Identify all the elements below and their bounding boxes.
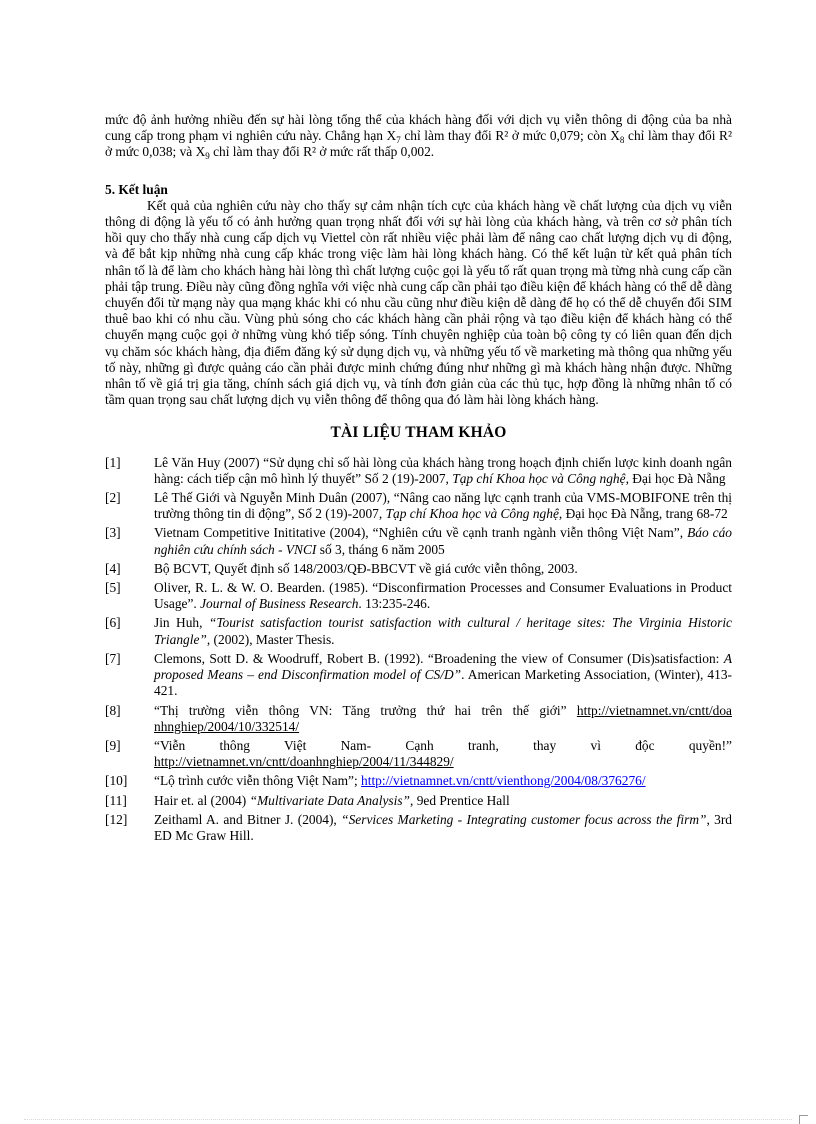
reference-text-part: Jin Huh, [154, 615, 209, 631]
reference-number: [2] [105, 490, 121, 506]
reference-number: [7] [105, 650, 121, 666]
reference-text-part: , 3rd ED Mc Graw Hill. [154, 811, 733, 843]
reference-number: [5] [105, 580, 121, 596]
reference-number: [4] [105, 560, 121, 576]
reference-text-part: , 9ed Prentice Hall [410, 792, 510, 808]
subscript: 8 [619, 135, 625, 146]
reference-text-part: Bộ BCVT, Quyết định số 148/2003/QĐ-BBCVT về giá cước viễn thông, 2003. [154, 560, 578, 576]
intro-text-part: mức độ ảnh hưởng nhiều đến sự hài lòng tổng thể của khách hàng đối với dịch vụ viễn thông di động của ba nhà cung cấp trong phạm vi nghiên cứu này. Chẳng hạn X [105, 112, 732, 144]
reference-link[interactable]: http://vietnamnet.vn/cntt/doanhnghiep/2004/11/344829/ [154, 754, 454, 770]
reference-number: [3] [105, 525, 121, 541]
reference-item [105, 615, 732, 647]
reference-text-part: , Đại học Đà Nẵng, trang 68-72 [558, 506, 728, 522]
reference-link[interactable]: http://vietnamnet.vn/cntt/doa nhnghiep/2004/10/332514/ [154, 702, 732, 734]
subscript: 7 [396, 135, 401, 146]
reference-item [105, 525, 732, 557]
document-page [105, 112, 732, 847]
reference-text-part: số 3, tháng 6 năm 2005 [316, 541, 445, 557]
reference-item [105, 812, 732, 844]
reference-text [154, 812, 732, 844]
reference-text [154, 525, 732, 557]
reference-item [105, 773, 732, 789]
reference-text-part: Zeithaml A. and Bitner J. (2004), [154, 811, 342, 827]
reference-text [154, 738, 732, 770]
reference-text-part: “Lộ trình cước viễn thông Việt Nam”; [154, 773, 362, 789]
reference-number: [6] [105, 615, 121, 631]
reference-text-part: Lê Thế Giới và Nguyễn Minh Duân (2007), “Nâng cao năng lực cạnh tranh của VMS-MOBIFONE trên thị trường thông tin di động”, Số 2 (19)-2007, [154, 490, 732, 522]
reference-italic-title: A proposed Means – end Disconfirmation model of CS/D” [154, 650, 732, 683]
reference-text [154, 793, 732, 809]
subscript: 9 [205, 151, 210, 162]
reference-italic-title: “Tourist satisfaction tourist satisfaction with cultural / heritage sites: The Virginia Historic Triangle” [154, 615, 733, 647]
reference-text [154, 615, 732, 647]
reference-text [154, 490, 732, 522]
reference-text-part: . 13:235-246. [358, 596, 431, 612]
reference-text-part: Oliver, R. L. & W. O. Bearden. (1985). “Disconfirmation Processes and Consumer Evaluations in Product Usage”. [154, 580, 732, 612]
references-title: TÀI LIỆU THAM KHẢO [330, 424, 507, 442]
reference-text-part: , (2002), Master Thesis. [206, 631, 335, 647]
reference-text-part: . American Marketing Association, (Winter), 413-421. [154, 667, 732, 699]
reference-text-part: Clemons, Sott D. & Woodruff, Robert B. (1992). “Broadening the view of Consumer (Dis)satisfaction: [154, 650, 724, 666]
reference-number: [1] [105, 454, 121, 470]
reference-item [105, 793, 732, 809]
page-bottom-divider [24, 1119, 792, 1120]
reference-text-part: Vietnam Competitive Inititative (2004), “Nghiên cứu về cạnh tranh ngành viễn thông Việt Nam”, [154, 525, 688, 541]
reference-link[interactable]: http://vietnamnet.vn/cntt/vienthong/2004/08/376276/ [361, 773, 646, 789]
reference-text-part: Hair et. al (2004) [154, 792, 250, 808]
reference-italic-title: Báo cáo nghiên cứu chính sách - VNCI [154, 525, 732, 557]
reference-italic-title: Tạp chí Khoa học và Công nghệ [452, 470, 626, 486]
reference-text-part: Lê Văn Huy (2007) “Sử dụng chỉ số hài lòng của khách hàng trong hoạch định chiến lược kinh doanh ngân hàng: cách tiếp cận mô hình lý thuyết” Số 2 (19)-2007, [154, 454, 732, 486]
reference-text [154, 561, 732, 577]
reference-text [154, 703, 732, 735]
reference-item [105, 490, 732, 522]
reference-item [105, 580, 732, 612]
reference-item [105, 455, 732, 487]
intro-paragraph [105, 112, 732, 161]
intro-text-part: chỉ làm thay đổi R² ở mức 0,079; còn X [400, 128, 620, 144]
reference-item [105, 703, 732, 735]
reference-text [154, 455, 732, 487]
reference-number: [11] [105, 792, 127, 808]
reference-text [154, 773, 732, 789]
reference-number: [10] [105, 773, 128, 789]
conclusion-paragraph: Kết quả của nghiên cứu này cho thấy sự cảm nhận tích cực của khách hàng về chất lượng của dịch vụ viễn thông di động là yếu tố có ảnh hưởng quan trọng nhất đối với sự hài lòng của khách hàng, và trên cơ sở phân tích hồi quy cho thấy nhà cung cấp dịch vụ Viettel còn rất nhiều việc phải làm để nâng cao chất lượng dịch vụ di động, và để bắt kịp những nhà cung cấp khác trong việc làm hài lòng khách hàng. Có thể kết luận từ kết quả phân tích nhân tố là để làm cho khách hàng hài lòng thì chất lượng cuộc gọi là yếu tố rất quan trọng mà từng nhà cung cấp cần phải tập trung. Điều này cũng đồng nghĩa với việc nhà cung cấp cần phải tạo điều kiện để khách hàng có thể dễ dàng chuyển đổi từ mạng này qua mạng khác khi có nhu cầu cũng như điều kiện dễ dàng để họ có thể dễ chuyển đổi SIM thuê bao khi có nhu cầu. Vùng phủ sóng cho các khách hàng cần phải rộng và tạo điều kiện để khách hàng có thể chuyển mạng cuộc gọi ở những vùng khó tiếp sóng. Tính chuyên nghiệp của toàn bộ công ty có liên quan đến dịch vụ chăm sóc khách hàng, địa điểm đăng ký sử dụng dịch vụ, và những yếu tố về marketing mà thông qua những yếu tố này, những gì được quảng cáo cần phải được minh chứng đúng như những gì mà khách hàng nhận được. Những nhân tố về giá trị gia tăng, chính sách giá dịch vụ, và tính đơn giản của các thủ tục, hợp đồng là những nhân tố có tầm quan trọng sau chất lượng dịch vụ viễn thông để thông qua đó làm hài lòng khách hàng. [105, 197, 732, 408]
intro-text-part: chỉ làm thay đổi R² ở mức rất thấp 0,002. [209, 144, 435, 160]
reference-number: [9] [105, 737, 121, 753]
reference-number: [12] [105, 811, 128, 827]
reference-text-part: , Đại học Đà Nẵng [625, 470, 726, 486]
reference-list [105, 455, 732, 844]
reference-italic-title: Tạp chí Khoa học và Công nghệ [385, 506, 559, 522]
reference-text [154, 580, 732, 612]
intro-text-part: chỉ làm thay đổi R² ở mức 0,038; và X [105, 128, 732, 160]
reference-item [105, 738, 732, 770]
reference-italic-title: “Services Marketing - Integrating customer focus across the firm” [341, 811, 707, 827]
reference-item [105, 561, 732, 577]
section-heading: 5. Kết luận [105, 181, 168, 197]
reference-item [105, 651, 732, 700]
reference-italic-title: “Multivariate Data Analysis” [249, 792, 411, 808]
reference-text-part: “Viễn thông Việt Nam- Cạnh tranh, thay vì độc quyền!” [154, 737, 732, 753]
reference-text [154, 651, 732, 700]
reference-number: [8] [105, 702, 121, 718]
reference-text-part: “Thị trường viễn thông VN: Tăng trưởng thứ hai trên thế giới” [154, 702, 577, 718]
reference-italic-title: Journal of Business Research [200, 596, 359, 612]
